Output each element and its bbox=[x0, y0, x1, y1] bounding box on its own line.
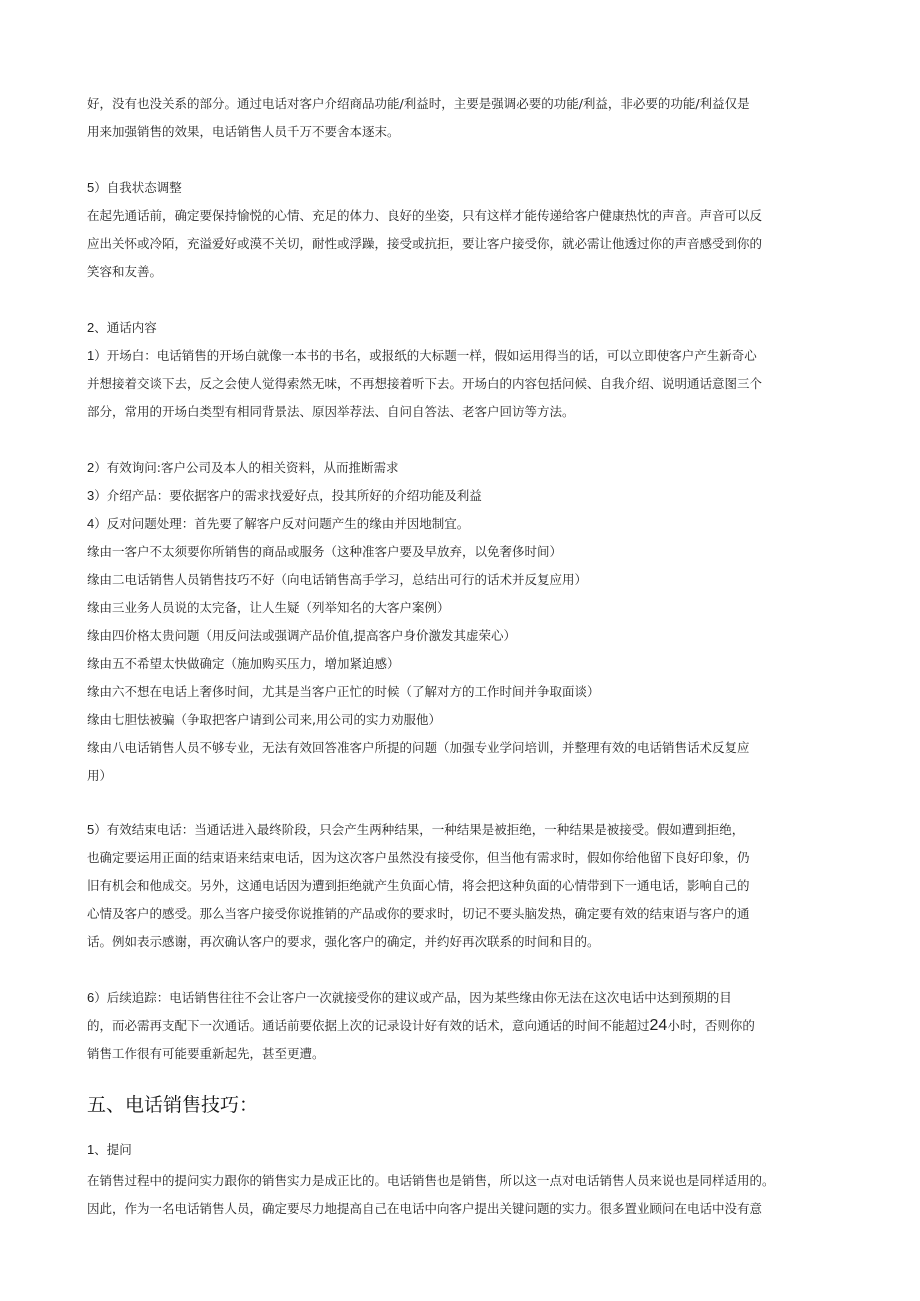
para-text: ）后续追踪：电话销售往往不会让客户一次就接受你的建议或产品，因为某些缘由你无法在这次电话中达到预期的目 bbox=[94, 990, 732, 1005]
para-text: ）开场白：电话销售的开场白就像一本书的书名，或报纸的大标题一样，假如运用得当的话，可以立即使客户产生新奇心 bbox=[94, 348, 757, 363]
para-1-line-3: 部分，常用的开场白类型有相同背景法、原因举荐法、自问自答法、老客户回访等方法。 bbox=[87, 404, 575, 419]
para-1-line-2: 并想接着交谈下去，反之会使人觉得索然无味，不再想接着听下去。开场白的内容包括问候、自我介绍、说明通话意图三个 bbox=[87, 376, 763, 391]
reason-5: 缘由五不希望太快做确定（施加购买压力，增加紧迫感） bbox=[87, 656, 400, 671]
para-6-line-1 bbox=[87, 984, 837, 1012]
hours-number: 24 bbox=[649, 1017, 668, 1034]
reason-4: 缘由四价格太贵问题（用反问法或强调产品价值,提高客户身价激发其虚荣心） bbox=[87, 628, 516, 643]
para-6-line-2 bbox=[87, 1012, 837, 1040]
reason-6: 缘由六不想在电话上奢侈时间，尤其是当客户正忙的时候（了解对方的工作时间并争取面谈） bbox=[87, 684, 600, 699]
reason-3: 缘由三业务人员说的太完备，让人生疑（列举知名的大客户案例） bbox=[87, 600, 450, 615]
intro-line-2: 用来加强销售的效果，电话销售人员千万不要舍本逐末。 bbox=[87, 124, 400, 139]
para-text: ）介绍产品：要依据客户的需求找爱好点，投其所好的介绍功能及利益 bbox=[94, 488, 482, 503]
reason-8-tail: 用） bbox=[87, 768, 113, 783]
para-text: 小时，否则你的 bbox=[667, 1018, 755, 1033]
para-5-line-5: 话。例如表示感谢，再次确认客户的要求，强化客户的确定，并约好再次联系的时间和目的。 bbox=[87, 934, 600, 949]
subsection-1-heading bbox=[87, 1136, 837, 1164]
item-5-line-3: 笑容和友善。 bbox=[87, 264, 163, 279]
subsection-title: 、提问 bbox=[94, 1142, 132, 1157]
para-3 bbox=[87, 482, 837, 510]
para-number: 4 bbox=[87, 516, 95, 531]
item-title: ）自我状态调整 bbox=[94, 180, 182, 195]
para-5-line-1 bbox=[87, 816, 837, 844]
para-text: ）反对问题处理：首先要了解客户反对问题产生的缘由并因地制宜。 bbox=[94, 516, 470, 531]
para-number: 5 bbox=[87, 822, 95, 837]
para-5-line-2: 也确定要运用正面的结束语来结束电话，因为这次客户虽然没有接受你，但当他有需求时，假如你给他留下良好印象，仍 bbox=[87, 850, 750, 865]
para-text: 的，而必需再支配下一次通话。通话前要依据上次的记录设计好有效的话术，意向通话的时间不能超过 bbox=[87, 1018, 650, 1033]
para-1-line-1 bbox=[87, 342, 837, 370]
para-6-line-3: 销售工作很有可能要重新起先，甚至更遭。 bbox=[87, 1046, 325, 1061]
item-5-heading bbox=[87, 174, 837, 202]
para-number: 1 bbox=[87, 348, 95, 363]
para-number: 2 bbox=[87, 460, 95, 475]
section-title: 、通话内容 bbox=[94, 320, 157, 335]
section-2-heading bbox=[87, 314, 837, 342]
para-2 bbox=[87, 454, 837, 482]
para-number: 6 bbox=[87, 990, 95, 1005]
para-5-line-3: 旧有机会和他成交。另外，这通电话因为遭到拒绝就产生负面心情，将会把这种负面的心情带到下一通电话，影响自己的 bbox=[87, 878, 750, 893]
reason-1: 缘由一客户不太须要你所销售的商品或服务（这种准客户要及早放弃，以免奢侈时间） bbox=[87, 544, 563, 559]
para-number: 3 bbox=[87, 488, 95, 503]
section-5-line-1: 在销售过程中的提问实力跟你的销售实力是成正比的。电话销售也是销售，所以这一点对电话销售人员来说也是同样适用的。 bbox=[87, 1173, 775, 1188]
para-text: ）有效结束电话：当通话进入最终阶段，只会产生两种结果，一种结果是被拒绝，一种结果是被接受。假如遭到拒绝， bbox=[94, 822, 745, 837]
reason-8: 缘由八电话销售人员不够专业，无法有效回答准客户所提的问题（加强专业学问培训，并整理有效的电话销售话术反复应 bbox=[87, 740, 750, 755]
reason-7: 缘由七胆怯被骗（争取把客户请到公司来,用公司的实力劝服他） bbox=[87, 712, 441, 727]
subsection-number: 1 bbox=[87, 1142, 95, 1157]
item-number: 5 bbox=[87, 180, 95, 195]
item-5-line-2: 应出关怀或冷陌，充溢爱好或漠不关切，耐性或浮躁，接受或抗拒，要让客户接受你，就必需让他透过你的声音感受到你的 bbox=[87, 236, 763, 251]
section-number: 2 bbox=[87, 320, 95, 335]
item-5-line-1: 在起先通话前，确定要保持愉悦的心情、充足的体力、良好的坐姿，只有这样才能传递给客户健康热忱的声音。声音可以反 bbox=[87, 208, 763, 223]
para-text: ）有效询问:客户公司及本人的相关资料，从而推断需求 bbox=[94, 460, 399, 475]
para-4 bbox=[87, 510, 837, 538]
para-5-line-4: 心情及客户的感受。那么当客户接受你说推销的产品或你的要求时，切记不要头脑发热，确定要有效的结束语与客户的通 bbox=[87, 906, 750, 921]
section-5-line-2: 因此，作为一名电话销售人员，确定要尽力地提高自己在电话中向客户提出关键问题的实力。很多置业顾问在电话中没有意 bbox=[87, 1201, 763, 1216]
intro-line-1: 好，没有也没关系的部分。通过电话对客户介绍商品功能/利益时，主要是强调必要的功能/利益，非必要的功能/利益仅是 bbox=[87, 96, 750, 111]
reason-2: 缘由二电话销售人员销售技巧不好（向电话销售高手学习，总结出可行的话术并反复应用） bbox=[87, 572, 588, 587]
section-5-heading: 五、电话销售技巧： bbox=[87, 1094, 259, 1116]
